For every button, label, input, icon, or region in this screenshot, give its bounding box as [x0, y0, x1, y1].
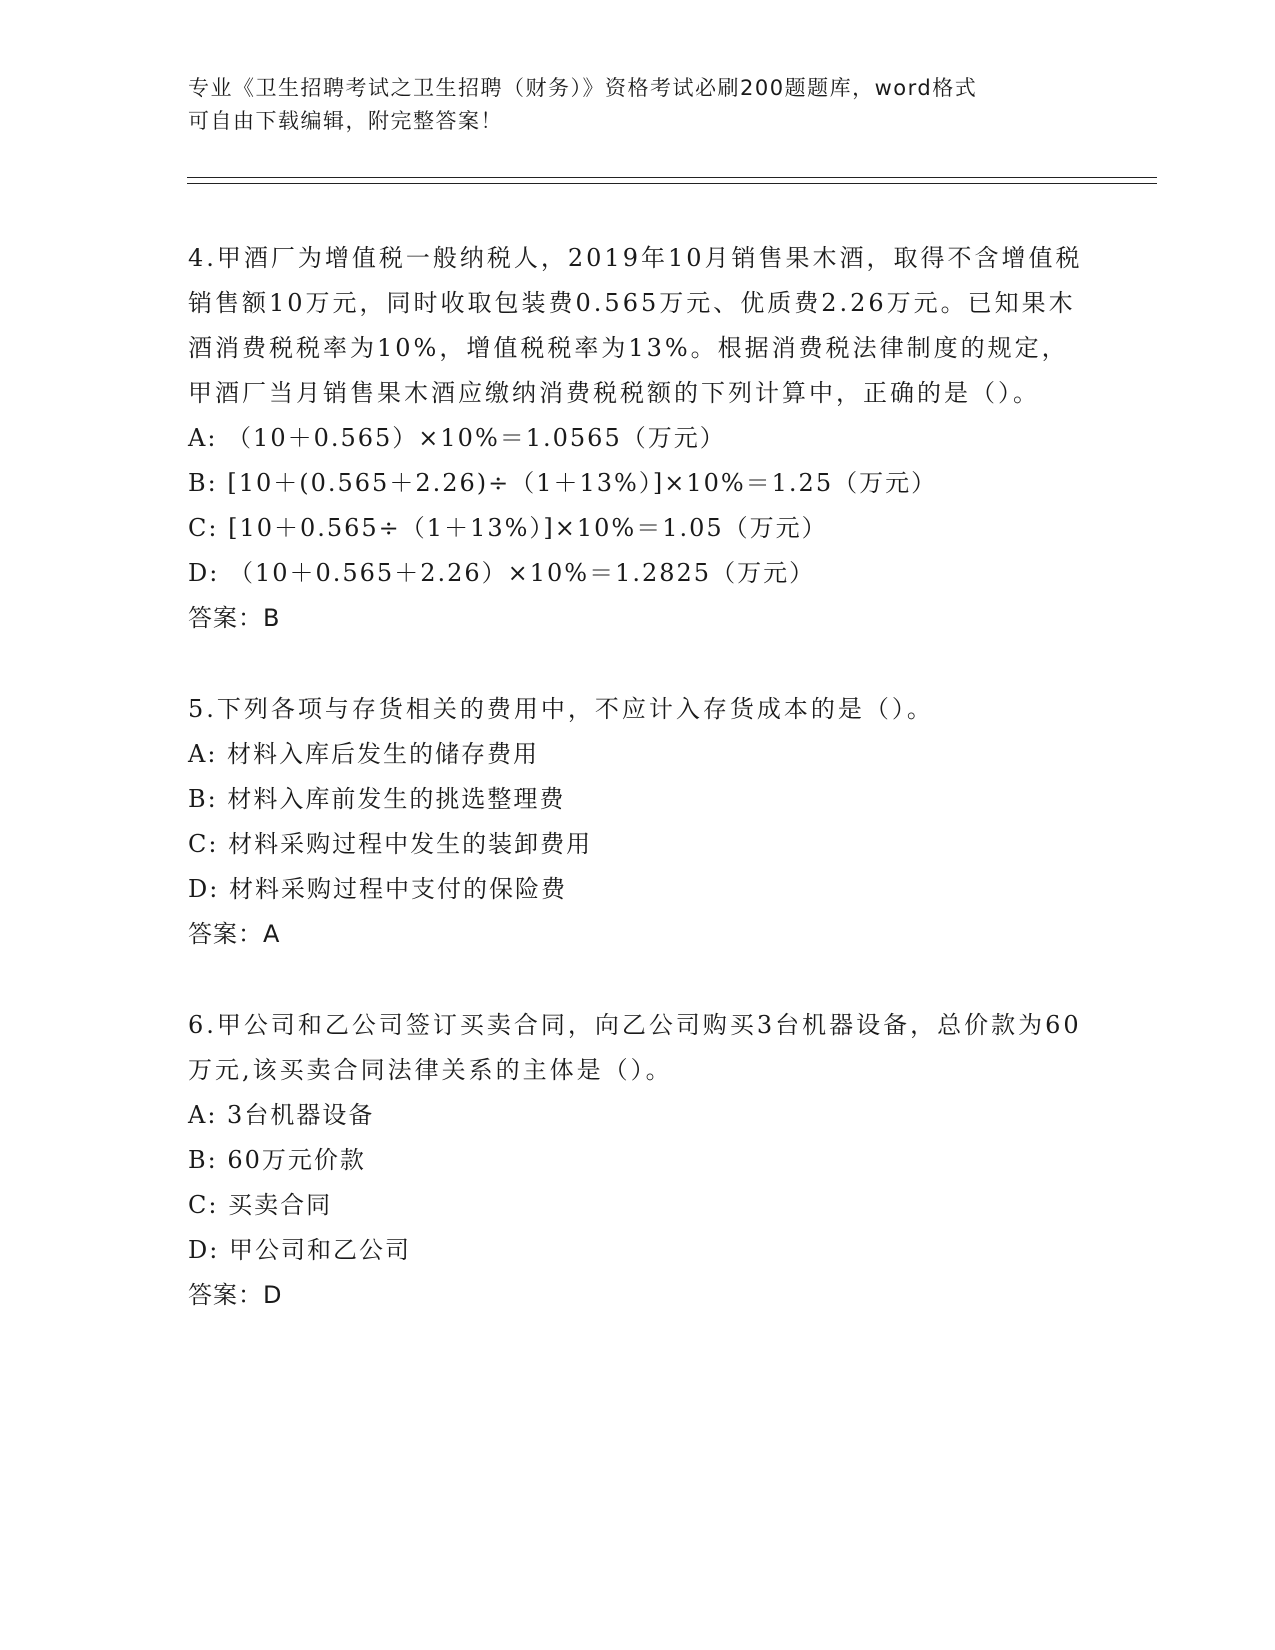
question-5 [188, 687, 1088, 957]
option-d: D: 甲公司和乙公司 [188, 1236, 411, 1264]
answer: 答案：D [188, 1281, 283, 1309]
option-c: C: 材料采购过程中发生的装卸费用 [188, 830, 593, 858]
question-stem: 4.甲酒厂为增值税一般纳税人，2019年10月销售果木酒，取得不含增值税销售额10万元，同时收取包装费0.565万元、优质费2.26万元。已知果木酒消费税税率为10%，增值税税率为13%。根据消费税法律制度的规定，甲酒厂当月销售果木酒应缴纳消费税税额的下列计算中，正确的是（）。 [188, 244, 1083, 407]
option-a: A: 材料入库后发生的储存费用 [188, 740, 540, 768]
option-b: B: 材料入库前发生的挑选整理费 [188, 785, 566, 813]
header-title-line1: 专业《卫生招聘考试之卫生招聘（财务）》资格考试必刷200题题库，word格式 [188, 76, 978, 100]
option-c: C: [10＋0.565÷（1＋13%）]×10%＝1.05（万元） [188, 514, 828, 542]
document-header [188, 72, 1068, 138]
option-a: A: （10＋0.565）×10%＝1.0565（万元） [188, 424, 726, 452]
option-d: D: 材料采购过程中支付的保险费 [188, 875, 567, 903]
header-title-line2: 可自由下载编辑，附完整答案！ [188, 109, 503, 133]
question-stem: 5.下列各项与存货相关的费用中，不应计入存货成本的是（）。 [188, 695, 934, 723]
option-b: B: 60万元价款 [188, 1146, 366, 1174]
option-b: B: [10＋(0.565＋2.26)÷（1＋13%）]×10%＝1.25（万元） [188, 469, 938, 497]
option-c: C: 买卖合同 [188, 1191, 333, 1219]
header-divider [187, 177, 1157, 184]
question-6 [188, 1003, 1088, 1318]
question-stem: 6.甲公司和乙公司签订买卖合同，向乙公司购买3台机器设备，总价款为60万元,该买卖合同法律关系的主体是（）。 [188, 1011, 1082, 1084]
question-list [188, 236, 1088, 1364]
question-4 [188, 236, 1088, 641]
option-d: D: （10＋0.565＋2.26）×10%＝1.2825（万元） [188, 559, 816, 587]
answer: 答案：B [188, 604, 281, 632]
answer: 答案：A [188, 920, 281, 948]
option-a: A: 3台机器设备 [188, 1101, 375, 1129]
